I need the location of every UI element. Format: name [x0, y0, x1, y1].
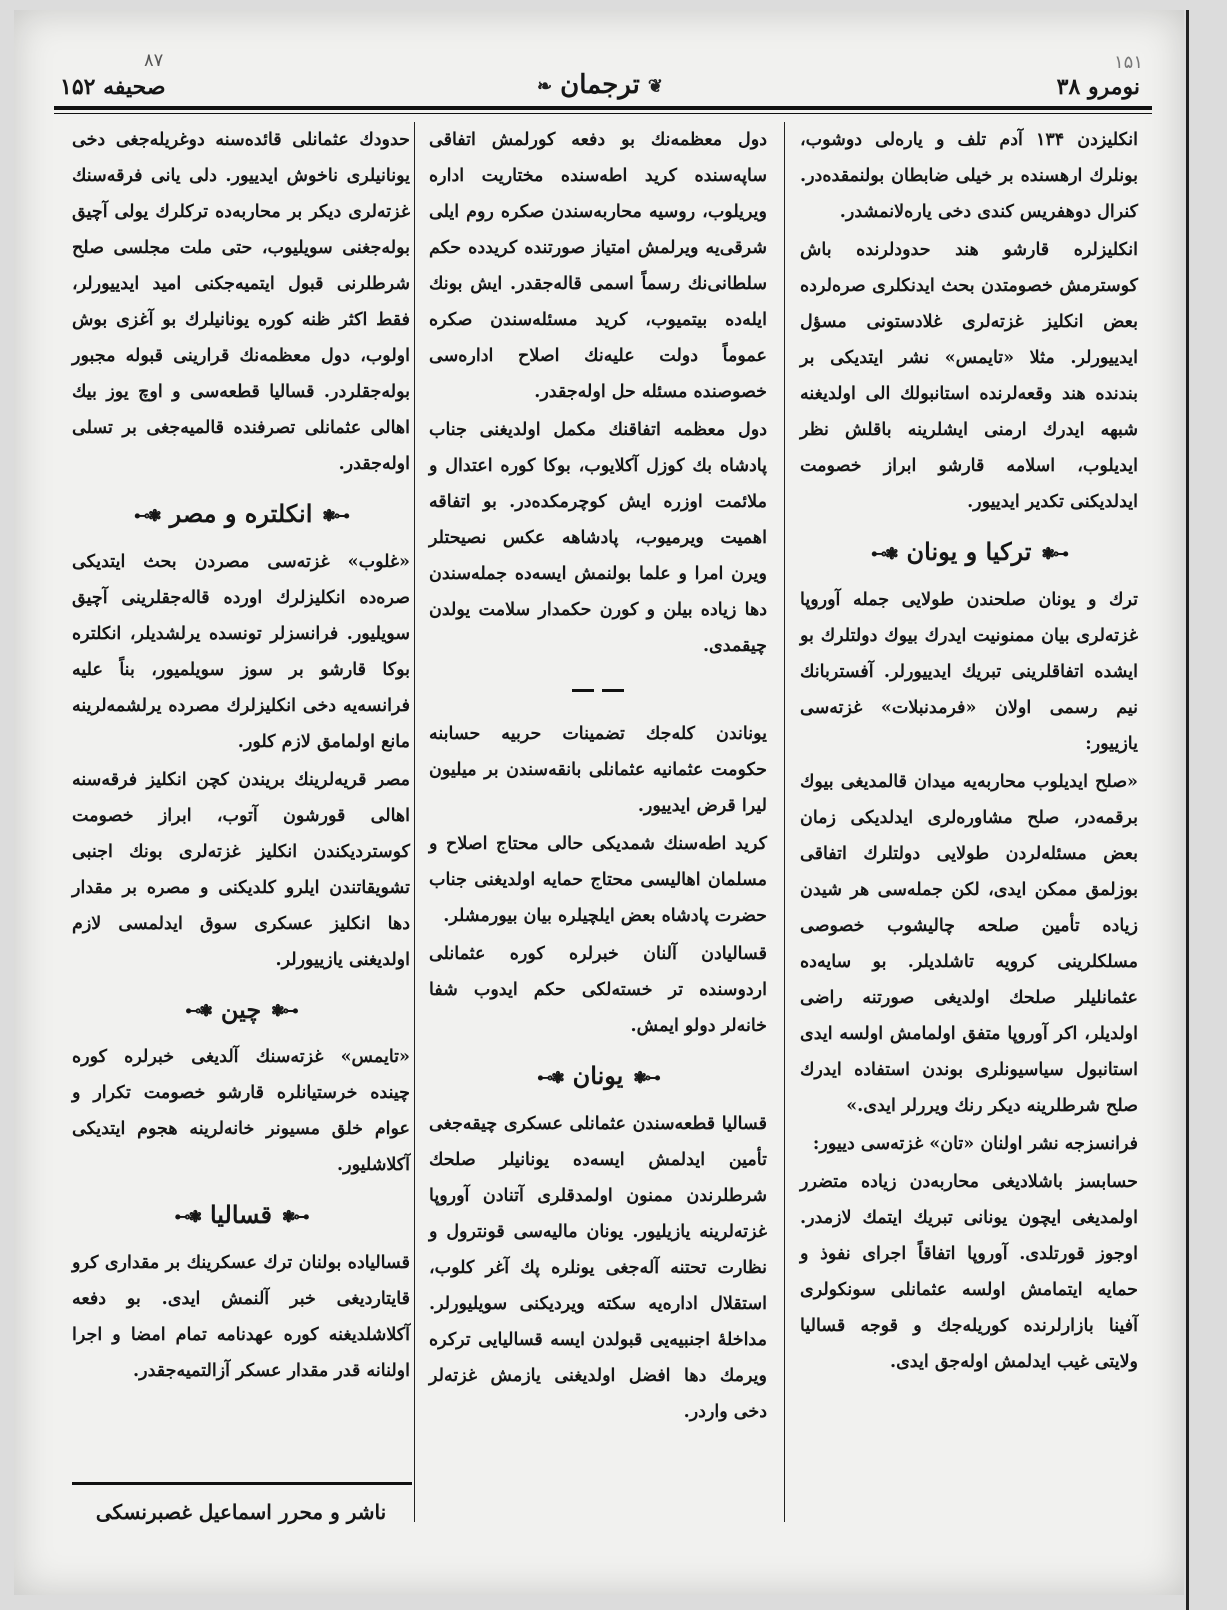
ornament-icon: ❃⊶: [537, 1067, 563, 1087]
column-middle: [429, 122, 767, 1432]
article-paragraph: انکلیزدن ۱۳۴ آدم تلف و یاره‌لی دوشوب، بونلرك ارهسنده بر خیلی ضابطان بولنمقده‌در. کنرال دوهفریس کندی دخی یاره‌لانمشدر.: [800, 130, 1138, 222]
section-heading-text: ترکیا و یونان: [906, 537, 1032, 566]
issue-number-label: نومرو ۳۸: [1056, 74, 1140, 100]
article-paragraph: حسابسز باشلادیغی محاربه‌دن زیاده متضرر اولمدیغی ایچون یونانی تبریك ایتمك لازمدر. اوجوز قورتلدی. آوروپا اتفاقاً اجرای نفوذ و حمایه ایتمامش اولسه عثمانلی سونکولری آفینا بازارلرنده کوریله‌جك و قوجه قسالیا ولایتی غیب ایدلمش اوله‌جق ایدی.: [800, 1171, 1138, 1372]
margin-note-left: ۸۷: [144, 50, 164, 71]
section-heading-text: انکلتره و مصر: [169, 499, 313, 528]
article-paragraph: فرانسزجه نشر اولنان «تان» غزته‌سی دییور:: [812, 1133, 1138, 1154]
ornament-icon: ⊷❃: [322, 505, 348, 525]
column-right: [800, 122, 1138, 1382]
ornament-icon: ⊷❃: [271, 1001, 297, 1020]
publisher-credit: ناشر و محرر اسماعیل غصبرنسکی: [95, 1500, 387, 1524]
article-paragraph: قسالیا قطعه‌سندن عثمانلی عسکری چیقه‌جغی تأمین ایدلمش ایسه‌ده یونانیلر صلحك شرطلرندن ممنون اولمدقلری آتنادن آوروپا غزته‌لرینه یازیلیور. یونان مالیه‌سی قونترول و نظارت تحتنه آله‌جغی یونلره پك آغر کلوب، استقلال اداره‌یه سکته ویردیکنی سویلیورلر. مداخلهٔ اجنبیه‌یی قبولدن ایسه قسالیایی ترکره ویرمك دها افضل اولدیغنی یازمش غزته‌لر دخی واردر.: [429, 1113, 767, 1422]
ornament-icon: ❃⊶: [174, 1206, 200, 1226]
section-heading: [72, 492, 410, 538]
footer-rule: [72, 1482, 412, 1485]
newspaper-title-text: ترجمان: [560, 70, 640, 100]
masthead-rule-thin: [54, 113, 1152, 114]
page-number-label: صحیفه ۱۵۲: [60, 74, 166, 100]
article-paragraph: یوناندن کله‌جك تضمینات حربیه حسابنه حکومت عثمانیه عثمانلی بانقه‌سندن بر میلیون لیرا قرض ایدییور.: [429, 724, 767, 816]
article-paragraph: «تایمس» غزته‌سنك آلدیغی خبرلره کوره چینده خرستیانلره قارشو خصومت تکرار و عوام خلق مسیونر خانه‌لرینه هجوم ایتدیکی آکلاشلیور.: [72, 1047, 410, 1175]
page-edge-rule: [1186, 10, 1189, 1610]
newspaper-page: [14, 10, 1184, 1595]
column-divider: [784, 122, 785, 1522]
article-paragraph: حدودك عثمانلی قائده‌سنه دوغریله‌جغی دخی یونانیلری ناخوش ایدییور. دلی یانی فرقه‌سنك غزته‌لری دیکر بر محاربه‌ده ترکلرك یولی آچیق بوله‌جغنی سویلیوب، حتی ملت مجلسی صلح شرطلرنی قبول ایتمیه‌جکنی امید ایدییورلر، فقط اکثر ظنه کوره یونانیلرك بو آغزی بوش اولوب، دول معظمه‌نك قرارینی قبوله مجبور بوله‌جقلردر. قسالیا قطعه‌سی و اوچ یوز بیك اهالی عثمانلی تصرفنده قالمیه‌جغی بر تسلی اوله‌جقدر.: [72, 130, 410, 474]
section-heading: [800, 530, 1138, 576]
ornament-icon: ⊷❃: [282, 1206, 308, 1226]
article-paragraph: قسالیادن آلنان خبرلره کوره عثمانلی اردوسنده تر خسته‌لکی حکم ایدوب شفا خانه‌لر دولو ایمش.: [429, 944, 767, 1036]
column-left: [72, 122, 410, 1391]
article-paragraph: دول معظمه اتفاقنك مکمل اولدیغنی جناب پادشاه بك کوزل آکلایوب، بوکا کوره اعتدال و ملائمت اوزره ایش کوچرمکده‌در. بو اتفاقه اهمیت ویرمیوب، پادشاهه عکس نصیحتلر ویرن امرا و علما بولنمش ایسه‌ده جمله‌سندن دها زیاده بیلن و کورن حکمدار سلامت یولدن چیقمدی.: [429, 420, 767, 656]
ornament-icon: ❦: [647, 75, 663, 97]
ornament-icon: ❃⊶: [134, 505, 160, 525]
article-paragraph: کرید اطه‌سنك شمدیکی حالی محتاج اصلاح و مسلمان اهالیسی محتاج حمایه اولدیغنی جناب حضرت پادشاه بعض ایلچیلره بیان بیورمشلر.: [429, 834, 767, 926]
column-divider: [414, 122, 415, 1522]
ornament-icon: ❃⊶: [185, 1001, 211, 1020]
article-paragraph: «غلوب» غزته‌سی مصردن بحث ایتدیکی صره‌ده انکلیزلرك اورده قاله‌جقلرینی آچیق سویلیور. فرانسزلر تونسده یرلشدیلر، انکلتره بوکا قارشو بر سوز سویلمیور، بناً علیه فرانسه‌یه دخی انکلیزلرك مصرده یرلشمه‌لرینه مانع اولمامق لازم کلور.: [72, 551, 410, 752]
article-paragraph: قسالیاده بولنان ترك عسکرینك بر مقداری کرو قایتاردیغی خبر آلنمش ایدی. بو دفعه آکلاشلدیغنه کوره عهدنامه تمام امضا و اجرا اولنانه قدر مقدار عسکر آزالتمیه‌جقدر.: [72, 1252, 410, 1381]
newspaper-title: [50, 70, 1150, 100]
section-heading-text: قسالیا: [209, 1200, 273, 1229]
section-heading: [72, 988, 410, 1034]
section-heading-text: چین: [220, 994, 262, 1024]
article-paragraph: دول معظمه‌نك بو دفعه کورلمش اتفاقی ساپه‌سنده کرید اطه‌سنده مختاریت اداره ویریلوب، روسیه محاربه‌سندن صکره روم ایلی شرقی‌یه ویرلمش امتیاز صورتنده کریدده حکم سلطانی‌نك رسماً اسمی قاله‌جقدر. ایش بونك ایله‌ده بیتمیوب، کرید مسئله‌سندن صکره عموماً دولت علیه‌نك اصلاح اداره‌سی خصوصنده مسئله حل اوله‌جقدر.: [429, 130, 767, 402]
margin-note-right: ۱۵۱: [1114, 52, 1144, 73]
section-heading: [429, 1054, 767, 1100]
article-paragraph: انکلیزلره قارشو هند حدودلرنده باش کوسترمش خصومتدن بحث ایدنکلری صره‌لرده بعض انکلیز غزته‌لری غلادستونی مسؤل ایدییورلر. مثلا «تایمس» نشر ایتدیکی بر بندنده هند وقعه‌لرنده استانبولك الی اولدیغنه شبهه ایدرك ارمنی ایشلرینه باقلش نظر ایدیلوب، اسلامه قارشو ابراز خصومت ایدلدیکنی تکدیر ایدییور.: [800, 240, 1138, 512]
ornament-icon: ⊷❃: [633, 1067, 659, 1087]
article-paragraph: مصر قریه‌لرینك بریندن کچن انکلیز فرقه‌سنه اهالی قورشون آتوب، ابراز خصومت کوستردیکندن انکلیز غزته‌لری بونك اجنبی تشویقاتندن ایلرو کلدیکنی و مصره بر مقدار دها انکلیز عسکری سوق ایدلمسی لازم اولدیغنی یازییورلر.: [72, 769, 410, 970]
section-heading: [72, 1193, 410, 1239]
masthead-rule: [54, 106, 1152, 110]
section-separator: [429, 672, 767, 708]
ornament-icon: ❧: [537, 75, 553, 97]
article-paragraph: ترك و یونان صلحندن طولایی جمله آوروپا غزته‌لری بیان ممنونیت ایدرك بیوك دولتلرك بو ایشده اتفاقلرینی تبریك ایدییورلر. آفستربانك نیم رسمی اولان «فرمدنبلات» غزته‌سی یازییور:: [800, 589, 1138, 754]
section-heading-text: یونان: [572, 1061, 624, 1090]
article-paragraph: «صلح ایدیلوب محاربه‌یه میدان قالمدیغی بیوك برقمه‌در، صلح مشاوره‌لری ایدلدیکی زمان بعض مسئله‌لردن طولایی دولتلرك اتفاقی بوزلمق ممکن ایدی، لکن جمله‌سی هر شیدن زیاده تأمین صلحه چالیشوب خصوصی مسلکلرینی کرویه تاشلدیلر. بو سایه‌ده عثمانلیلر صلحك اولدیغی صورتنه راضی اولدیلر، اکر آوروپا متفق اولمامش اولسه ایدی استانبول سیاسیونلری بوندن استفاده ایدرك صلح شرطلرینه دیکر رنك ویررلر ایدی.»: [800, 771, 1138, 1116]
ornament-icon: ⊷❃: [1041, 543, 1067, 563]
ornament-icon: ❃⊶: [871, 543, 897, 563]
